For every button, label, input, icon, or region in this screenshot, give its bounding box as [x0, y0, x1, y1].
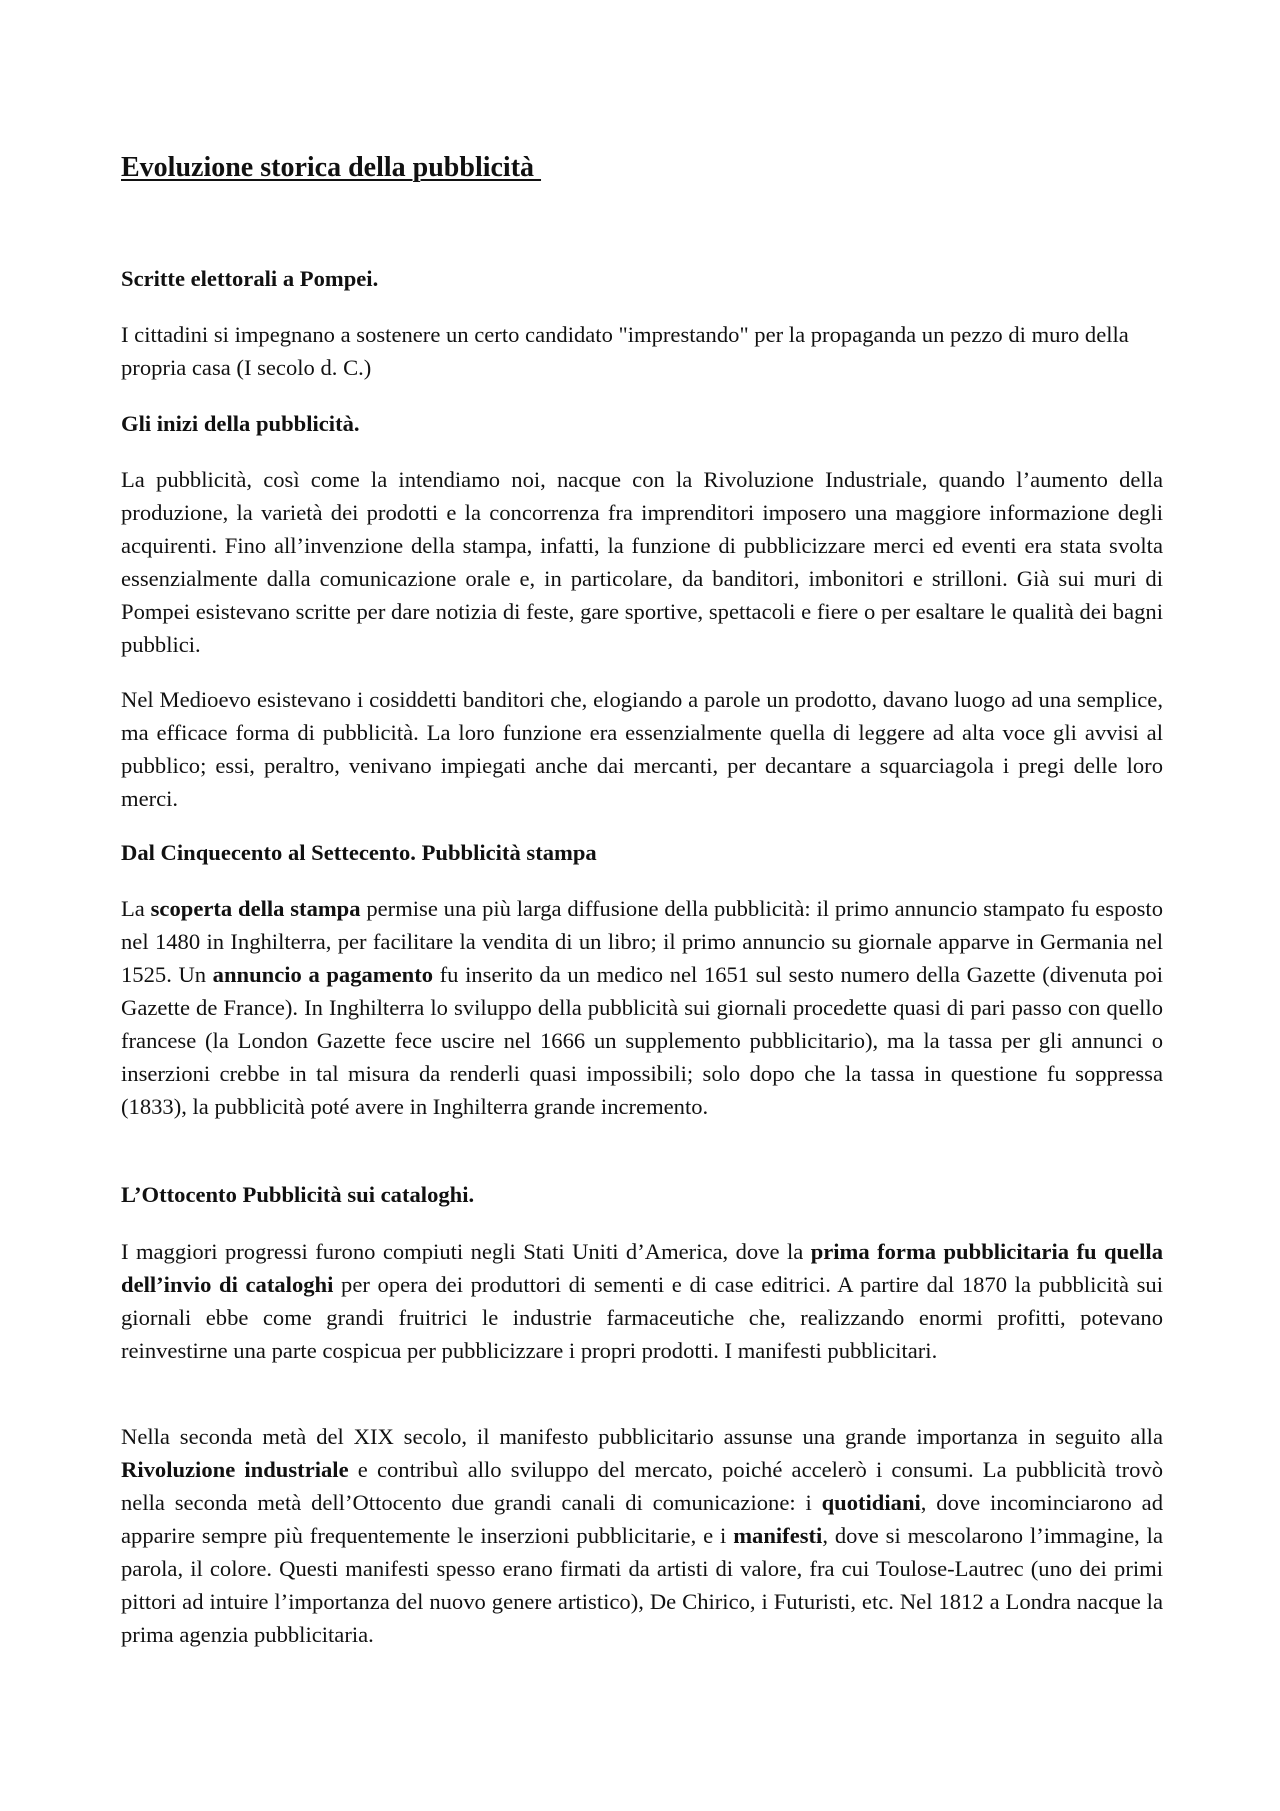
text-run: La: [121, 896, 151, 921]
bold-text-run: scoperta della stampa: [150, 896, 361, 921]
section-heading: Gli inizi della pubblicità.: [121, 411, 360, 436]
bold-text-run: annuncio a pagamento: [212, 962, 434, 987]
text-run: per opera dei produttori di sementi e di case editrici. A partire dal 1870 la pubblicità sui giornali ebbe come grandi fruitrici le industrie farmaceutiche che, realizzando enormi profitti, potevano reinvestirne una parte cospicua per pubblicizzare i propri prodotti. I manifesti pubblicitari.: [121, 1272, 1163, 1363]
bold-text-run: quotidiani: [821, 1490, 921, 1515]
text-run: fu inserito da un medico nel 1651 sul sesto numero della Gazette (divenuta poi Gazette de France). In Inghilterra lo sviluppo della pubblicità sui giornali procedette quasi di pari passo con quello francese (la London Gazette fece uscire nel 1666 un supplemento pubblicitario), ma la tassa per gli annunci o inserzioni crebbe in tal misura da renderli quasi impossibili; solo dopo che la tassa in questione fu soppressa (1833), la pubblicità poté avere in Inghilterra grande incremento.: [121, 962, 1163, 1119]
document-title: Evoluzione storica della pubblicità: [121, 152, 542, 183]
text-run: Nella seconda metà del XIX secolo, il manifesto pubblicitario assunse una grande importanza in seguito alla: [121, 1424, 1163, 1449]
paragraph: [121, 1420, 1163, 1651]
text-run: Nel Medioevo esistevano i cosiddetti banditori che, elogiando a parole un prodotto, davano luogo ad una semplice, ma efficace forma di pubblicità. La loro funzione era essenzialmente quella di leggere ad alta voce gli avvisi al pubblico; essi, peraltro, venivano impiegati anche dai mercanti, per decantare a squarciagola i pregi delle loro merci.: [121, 687, 1163, 811]
paragraph: [121, 318, 1163, 384]
paragraph: [121, 892, 1163, 1123]
bold-text-run: manifesti: [733, 1523, 823, 1548]
text-run: I cittadini si impegnano a sostenere un certo candidato "imprestando" per la propaganda un pezzo di muro della propria casa (I secolo d. C.): [121, 322, 1129, 380]
text-run: permise una più larga diffusione della pubblicità: il primo annuncio stampato fu esposto nel 1480 in Inghilterra, per facilitare la vendita di un libro; il primo annuncio su giornale apparve in Germania nel 1525. Un: [121, 896, 1163, 987]
text-run: e contribuì allo sviluppo del mercato, poiché accelerò i consumi. La pubblicità trovò nella seconda metà dell’Ottocento due grandi canali di comunicazione: i: [121, 1457, 1164, 1515]
paragraph: [121, 1235, 1163, 1367]
paragraph: [121, 463, 1163, 661]
text-run: La pubblicità, così come la intendiamo noi, nacque con la Rivoluzione Industriale, quando l’aumento della produzione, la varietà dei prodotti e la concorrenza fra imprenditori imposero una maggiore informazione degli acquirenti. Fino all’invenzione della stampa, infatti, la funzione di pubblicizzare merci ed eventi era stata svolta essenzialmente dalla comunicazione orale e, in particolare, da banditori, imbonitori e strilloni. Già sui muri di Pompei esistevano scritte per dare notizia di feste, gare sportive, spettacoli e fiere o per esaltare le qualità dei bagni pubblici.: [121, 467, 1163, 657]
bold-text-run: Rivoluzione industriale: [121, 1457, 349, 1482]
text-run: I maggiori progressi furono compiuti negli Stati Uniti d’America, dove la: [121, 1239, 811, 1264]
section-heading: L’Ottocento Pubblicità sui cataloghi.: [121, 1182, 475, 1207]
section-heading: Scritte elettorali a Pompei.: [121, 266, 379, 291]
text-run: , dove si mescolarono l’immagine, la parola, il colore. Questi manifesti spesso erano firmati da artisti di valore, fra cui Toulose-Lautrec (uno dei primi pittori ad intuire l’importanza del nuovo genere artistico), De Chirico, i Futuristi, etc. Nel 1812 a Londra nacque la prima agenzia pubblicitaria.: [121, 1523, 1163, 1647]
text-run: , dove incominciarono ad apparire sempre più frequentemente le inserzioni pubblicitarie, e i: [121, 1490, 1163, 1548]
paragraph: [121, 683, 1163, 815]
section-heading: Dal Cinquecento al Settecento. Pubblicità stampa: [121, 840, 597, 865]
bold-text-run: prima forma pubblicitaria fu quella dell’invio di cataloghi: [121, 1239, 1163, 1297]
